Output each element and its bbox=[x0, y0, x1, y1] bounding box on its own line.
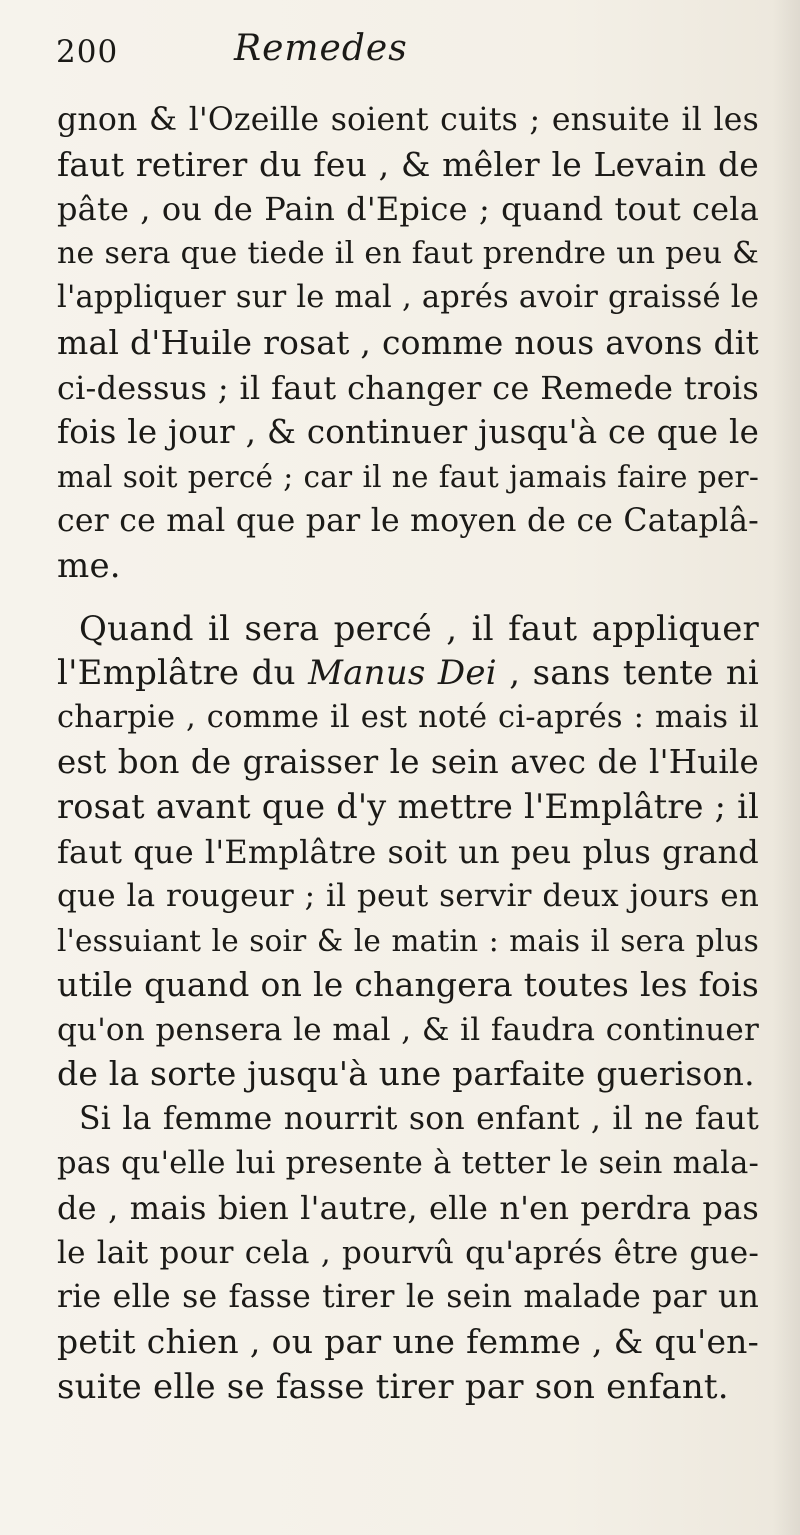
text-line: ne sera que tiede il en faut prendre un peu & bbox=[57, 235, 759, 271]
text-line bbox=[57, 607, 759, 652]
text-line: faut retirer du feu , & mêler le Levain de bbox=[57, 144, 759, 184]
page-edge-shadow bbox=[772, 0, 800, 1535]
text-fragment: l'Emplâtre du bbox=[57, 653, 309, 694]
page-header bbox=[56, 10, 756, 80]
text-line: qu'on pensera le mal , & il faudra continuer bbox=[57, 1011, 759, 1048]
text-line: petit chien , ou par une femme , & qu'en- bbox=[57, 1322, 759, 1362]
text-line: l'essuiant le soir & le matin : mais il sera plus bbox=[57, 923, 759, 958]
text-line: fois le jour , & continuer jusqu'à ce que le bbox=[57, 413, 759, 452]
text-line: pâte , ou de Pain d'Epice ; quand tout cela bbox=[57, 190, 759, 229]
text-line: l'appliquer sur le mal , aprés avoir graissé le bbox=[57, 280, 759, 316]
text-line: rosat avant que d'y mettre l'Emplâtre ; il bbox=[57, 786, 759, 826]
text-line: le lait pour cela , pourvû qu'aprés être gue- bbox=[57, 1234, 759, 1271]
text-line: faut que l'Emplâtre soit un peu plus grand bbox=[57, 832, 759, 871]
text-line: rie elle se fasse tirer le sein malade par un bbox=[57, 1279, 759, 1316]
text-line: pas qu'elle lui presente à tetter le sein mala- bbox=[57, 1145, 759, 1181]
text-line: est bon de graisser le sein avec de l'Huile bbox=[57, 743, 759, 782]
text-line: mal d'Huile rosat , comme nous avons dit bbox=[57, 322, 759, 362]
text-line: cer ce mal que par le moyen de ce Cataplâ- bbox=[57, 503, 759, 540]
text-line bbox=[57, 1097, 759, 1142]
text-fragment: Si la femme nourrit son enfant , il ne faut bbox=[79, 1101, 759, 1138]
text-line: me. bbox=[57, 545, 121, 586]
text-line: suite elle se fasse tirer par son enfant. bbox=[57, 1366, 729, 1407]
text-fragment: Quand il sera percé , il faut appliquer bbox=[79, 608, 759, 649]
text-line bbox=[57, 651, 759, 696]
text-line: utile quand on le changera toutes les fois bbox=[57, 965, 759, 1005]
text-line: ci-dessus ; il faut changer ce Remede trois bbox=[57, 368, 759, 407]
text-line: mal soit percé ; car il ne faut jamais faire per- bbox=[57, 459, 759, 494]
body-text bbox=[57, 98, 759, 1409]
paragraph-gap bbox=[57, 589, 759, 607]
italic-title: Manus Dei bbox=[308, 653, 497, 694]
text-line: charpie , comme il est noté ci-aprés : mais il bbox=[57, 699, 759, 735]
text-line: gnon & l'Ozeille soient cuits ; ensuite il les bbox=[57, 102, 759, 138]
page-number: 200 bbox=[56, 34, 119, 70]
text-fragment: , sans tente ni bbox=[496, 653, 759, 694]
text-line: de la sorte jusqu'à une parfaite guerison. bbox=[57, 1054, 755, 1094]
text-line: que la rougeur ; il peut servir deux jours en bbox=[57, 878, 759, 915]
running-title: Remedes bbox=[234, 28, 408, 69]
text-line: de , mais bien l'autre, elle n'en perdra pas bbox=[57, 1189, 759, 1228]
